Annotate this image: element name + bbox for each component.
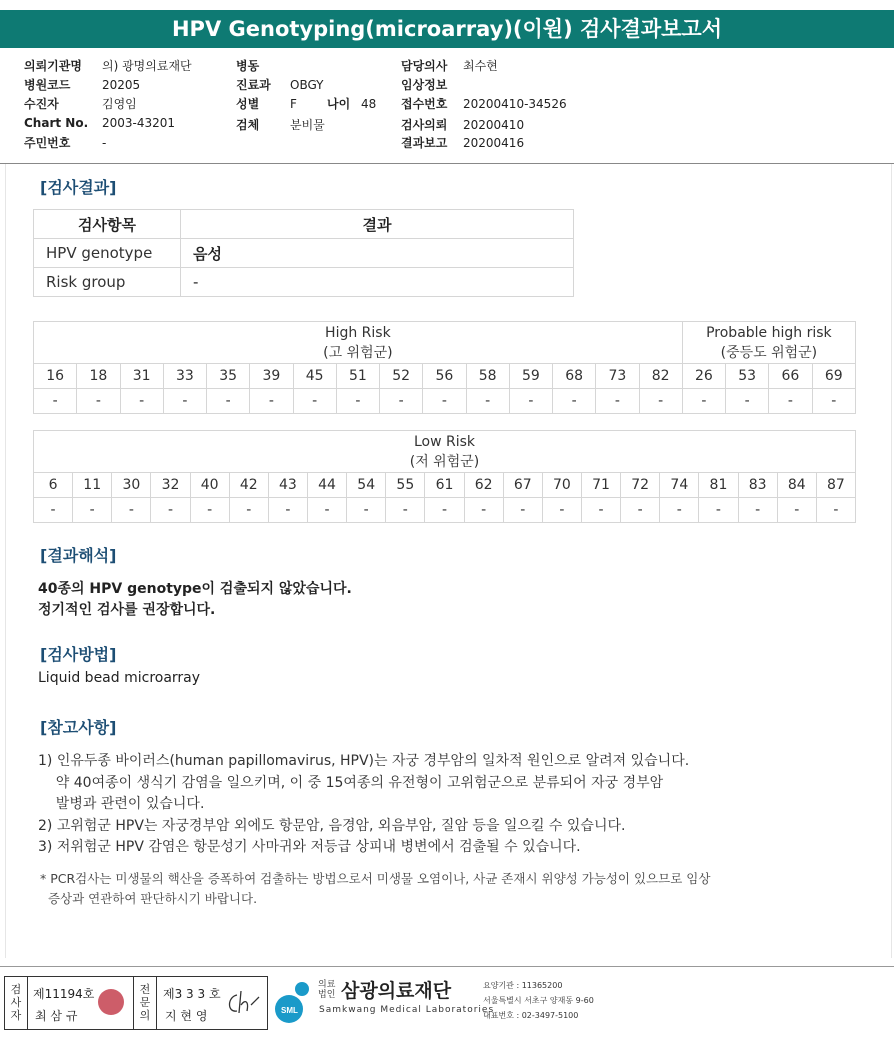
row-label: Risk group: [34, 268, 181, 297]
genotype-result-cell: -: [250, 389, 293, 414]
genotype-result-cell: -: [682, 389, 725, 414]
info-label: 주민번호: [24, 136, 71, 150]
info-value: 의) 광명의료재단: [102, 59, 192, 73]
genotype-result-cell: -: [553, 389, 596, 414]
report-title: HPV Genotyping(microarray)(이원) 검사결과보고서: [0, 10, 894, 48]
table-row: [34, 268, 574, 297]
genotype-result-cell: -: [229, 498, 268, 523]
result-table: [33, 209, 574, 297]
genotype-cell: 68: [553, 364, 596, 389]
genotype-result-cell: -: [699, 498, 738, 523]
result-row: [34, 498, 856, 523]
genotype-cell: 71: [581, 473, 620, 498]
genotype-result-cell: -: [268, 498, 307, 523]
genotype-cell: 26: [682, 364, 725, 389]
genotype-cell: 70: [542, 473, 581, 498]
type-row: [34, 473, 856, 498]
genotype-cell: 31: [120, 364, 163, 389]
info-label: 수진자: [24, 97, 59, 111]
info-field: [236, 57, 290, 74]
genotype-result-cell: -: [509, 389, 552, 414]
genotype-cell: 58: [466, 364, 509, 389]
row-value: -: [181, 268, 574, 297]
section-title-result: [검사결과]: [40, 178, 117, 197]
info-value: 20200410-34526: [463, 97, 567, 111]
foundation-english-name: Samkwang Medical Laboratories: [319, 1005, 495, 1015]
genotype-result-cell: -: [738, 498, 777, 523]
genotype-result-cell: -: [120, 389, 163, 414]
info-field: [401, 116, 524, 133]
genotype-result-cell: -: [386, 498, 425, 523]
genotype-result-cell: -: [596, 389, 639, 414]
probable-risk-subtitle: (중등도 위험군): [720, 344, 818, 361]
genotype-result-cell: -: [77, 389, 120, 414]
info-field: [236, 76, 324, 93]
genotype-result-cell: -: [726, 389, 769, 414]
info-label: 나이: [327, 97, 351, 111]
genotype-cell: 67: [503, 473, 542, 498]
info-label: 담당의사: [401, 59, 448, 73]
method-text: Liquid bead microarray: [38, 670, 201, 686]
foundation-name: 삼광의료재단: [341, 980, 452, 1002]
legal-line-1: 의료: [318, 980, 336, 990]
genotype-cell: 40: [190, 473, 229, 498]
info-field: [24, 57, 192, 74]
reference-line: 1) 인유두종 바이러스(human papillomavirus, HPV)는 자궁 경부암의 일차적 원인으로 알려져 있습니다.: [38, 753, 690, 769]
info-label: 병동: [236, 59, 260, 73]
info-value: 20200416: [463, 136, 525, 150]
info-field: [236, 95, 297, 112]
low-risk-header: [34, 431, 856, 473]
genotype-cell: 73: [596, 364, 639, 389]
genotype-result-cell: -: [466, 389, 509, 414]
genotype-result-cell: -: [190, 498, 229, 523]
info-value: 김영임: [102, 97, 137, 111]
reference-line: 3) 저위험군 HPV 감염은 항문성기 사마귀와 저등급 상피내 병변에서 검출될 수 있습니다.: [38, 839, 581, 855]
genotype-cell: 56: [423, 364, 466, 389]
institution-code: 요양기관 : 11365200: [483, 981, 563, 990]
row-label: HPV genotype: [34, 239, 181, 268]
genotype-cell: 82: [639, 364, 682, 389]
genotype-cell: 11: [73, 473, 112, 498]
info-field: [24, 95, 137, 112]
low-risk-title: Low Risk: [413, 433, 476, 450]
info-field: [401, 134, 524, 151]
genotype-cell: 52: [380, 364, 423, 389]
genotype-cell: 53: [726, 364, 769, 389]
footnote-line-1: * PCR검사는 미생물의 핵산을 증폭하여 검출하는 방법으로서 미생물 오염이나, 사균 존재시 위양성 가능성이 있으므로 임상: [40, 871, 711, 886]
genotype-cell: 44: [307, 473, 346, 498]
genotype-result-cell: -: [769, 389, 812, 414]
interpretation-line-2: 정기적인 검사를 권장합니다.: [38, 602, 216, 618]
genotype-result-cell: -: [207, 389, 250, 414]
low-risk-subtitle: (저 위험군): [409, 453, 480, 470]
genotype-cell: 87: [816, 473, 855, 498]
examiner-label: 검 사 자: [5, 977, 28, 1029]
info-label: 검사의뢰: [401, 118, 448, 132]
info-field: [401, 57, 498, 74]
genotype-result-cell: -: [777, 498, 816, 523]
examiner-seal: [98, 989, 124, 1015]
section-title-method: [검사방법]: [40, 645, 117, 664]
info-label: 의뢰기관명: [24, 59, 82, 73]
reference-line: 2) 고위험군 HPV는 자궁경부암 외에도 항문암, 음경암, 외음부암, 질암 등을 일으킬 수 있습니다.: [38, 817, 626, 834]
genotype-cell: 72: [621, 473, 660, 498]
genotype-cell: 84: [777, 473, 816, 498]
genotype-cell: 74: [660, 473, 699, 498]
genotype-cell: 42: [229, 473, 268, 498]
header-item: 검사항목: [34, 210, 181, 239]
legal-entity-label: [318, 980, 335, 1000]
genotype-cell: 35: [207, 364, 250, 389]
genotype-result-cell: -: [73, 498, 112, 523]
genotype-result-cell: -: [423, 389, 466, 414]
foundation-phone: 대표번호 : 02-3497-5100: [483, 1011, 579, 1020]
section-title-reference: [참고사항]: [40, 718, 117, 737]
info-value: 분비물: [290, 118, 325, 132]
info-field-age: [327, 95, 376, 112]
specialist-name: 지 현 영: [165, 1009, 208, 1023]
genotype-result-cell: -: [112, 498, 151, 523]
high-risk-subtitle: (고 위험군): [323, 344, 393, 361]
genotype-result-cell: -: [660, 498, 699, 523]
genotype-result-cell: -: [307, 498, 346, 523]
info-label: 병원코드: [24, 78, 71, 92]
genotype-result-cell: -: [380, 389, 423, 414]
table-row: [34, 239, 574, 268]
genotype-cell: 81: [699, 473, 738, 498]
footer-divider: [0, 966, 894, 967]
genotype-cell: 30: [112, 473, 151, 498]
info-value: 20200410: [463, 118, 525, 132]
genotype-cell: 6: [34, 473, 73, 498]
genotype-result-cell: -: [816, 498, 855, 523]
specialist-label: 전 문 의: [133, 977, 157, 1029]
reference-notes: [38, 751, 689, 859]
genotype-result-cell: -: [581, 498, 620, 523]
genotype-cell: 51: [336, 364, 379, 389]
genotype-cell: 59: [509, 364, 552, 389]
high-risk-title: High Risk: [325, 324, 391, 341]
genotype-result-cell: -: [425, 498, 464, 523]
info-value: 2003-43201: [102, 116, 176, 130]
genotype-result-cell: -: [464, 498, 503, 523]
interpretation-line-1: 40종의 HPV genotype이 검출되지 않았습니다.: [38, 581, 352, 597]
genotype-cell: 16: [34, 364, 77, 389]
info-field: [236, 116, 325, 133]
examiner-license-number: 제11194호: [33, 987, 95, 1001]
specialist-license-number: 제3 3 3 호: [163, 987, 221, 1001]
genotype-cell: 18: [77, 364, 120, 389]
genotype-cell: 69: [812, 364, 856, 389]
info-value: F: [290, 97, 297, 111]
info-value: 20205: [102, 78, 141, 92]
foundation-address: 서울특별시 서초구 양재동 9-60: [483, 996, 594, 1005]
section-title-interpretation: [결과해석]: [40, 546, 117, 565]
info-label: 진료과: [236, 78, 271, 92]
genotype-result-cell: -: [293, 389, 336, 414]
header-result: 결과: [181, 210, 574, 239]
type-row: [34, 364, 856, 389]
info-field: [401, 76, 463, 93]
row-value: 음성: [181, 239, 574, 268]
info-value: 48: [361, 97, 377, 111]
genotype-cell: 39: [250, 364, 293, 389]
genotype-cell: 66: [769, 364, 812, 389]
low-risk-genotype-table: [33, 430, 856, 523]
foundation-logo-icon: [272, 978, 316, 1024]
info-field: [24, 116, 175, 130]
info-field: [24, 76, 140, 93]
genotype-result-cell: -: [34, 389, 77, 414]
genotype-result-cell: -: [621, 498, 660, 523]
info-label: 접수번호: [401, 97, 448, 111]
footnote-line-2: 증상과 연관하여 판단하시기 바랍니다.: [40, 891, 258, 906]
legal-line-2: 법인: [318, 990, 336, 1000]
info-field: [24, 134, 106, 151]
high-risk-header: [34, 322, 683, 364]
info-field: [401, 95, 567, 112]
genotype-result-cell: -: [503, 498, 542, 523]
genotype-cell: 62: [464, 473, 503, 498]
info-label: Chart No.: [24, 116, 89, 130]
logo-text: SML: [281, 1006, 298, 1015]
probable-risk-header: [682, 322, 855, 364]
genotype-result-cell: -: [542, 498, 581, 523]
genotype-result-cell: -: [34, 498, 73, 523]
info-label: 결과보고: [401, 136, 448, 150]
reference-line: 발병과 관련이 있습니다.: [38, 796, 205, 812]
genotype-cell: 33: [163, 364, 206, 389]
result-row: [34, 389, 856, 414]
high-risk-genotype-table: [33, 321, 856, 414]
footnote: [40, 869, 710, 909]
info-label: 성별: [236, 97, 260, 111]
reference-line: 약 40여종이 생식기 감염을 일으키며, 이 중 15여종의 유전형이 고위험군으로 분류되어 자궁 경부암: [38, 774, 664, 791]
genotype-result-cell: -: [812, 389, 856, 414]
genotype-cell: 43: [268, 473, 307, 498]
probable-risk-title: Probable high risk: [706, 324, 832, 341]
examiner-name: 최 삼 규: [35, 1009, 78, 1023]
genotype-result-cell: -: [163, 389, 206, 414]
genotype-result-cell: -: [639, 389, 682, 414]
genotype-result-cell: -: [151, 498, 190, 523]
genotype-result-cell: -: [336, 389, 379, 414]
genotype-cell: 61: [425, 473, 464, 498]
signature-box: [4, 976, 268, 1030]
info-value: 최수현: [463, 59, 498, 73]
specialist-signature: [223, 985, 263, 1019]
genotype-cell: 55: [386, 473, 425, 498]
info-label: 검체: [236, 118, 260, 132]
info-value: -: [102, 136, 107, 150]
genotype-cell: 32: [151, 473, 190, 498]
genotype-cell: 54: [347, 473, 386, 498]
genotype-cell: 45: [293, 364, 336, 389]
info-value: OBGY: [290, 78, 324, 92]
genotype-result-cell: -: [347, 498, 386, 523]
info-label: 임상정보: [401, 78, 448, 92]
genotype-cell: 83: [738, 473, 777, 498]
